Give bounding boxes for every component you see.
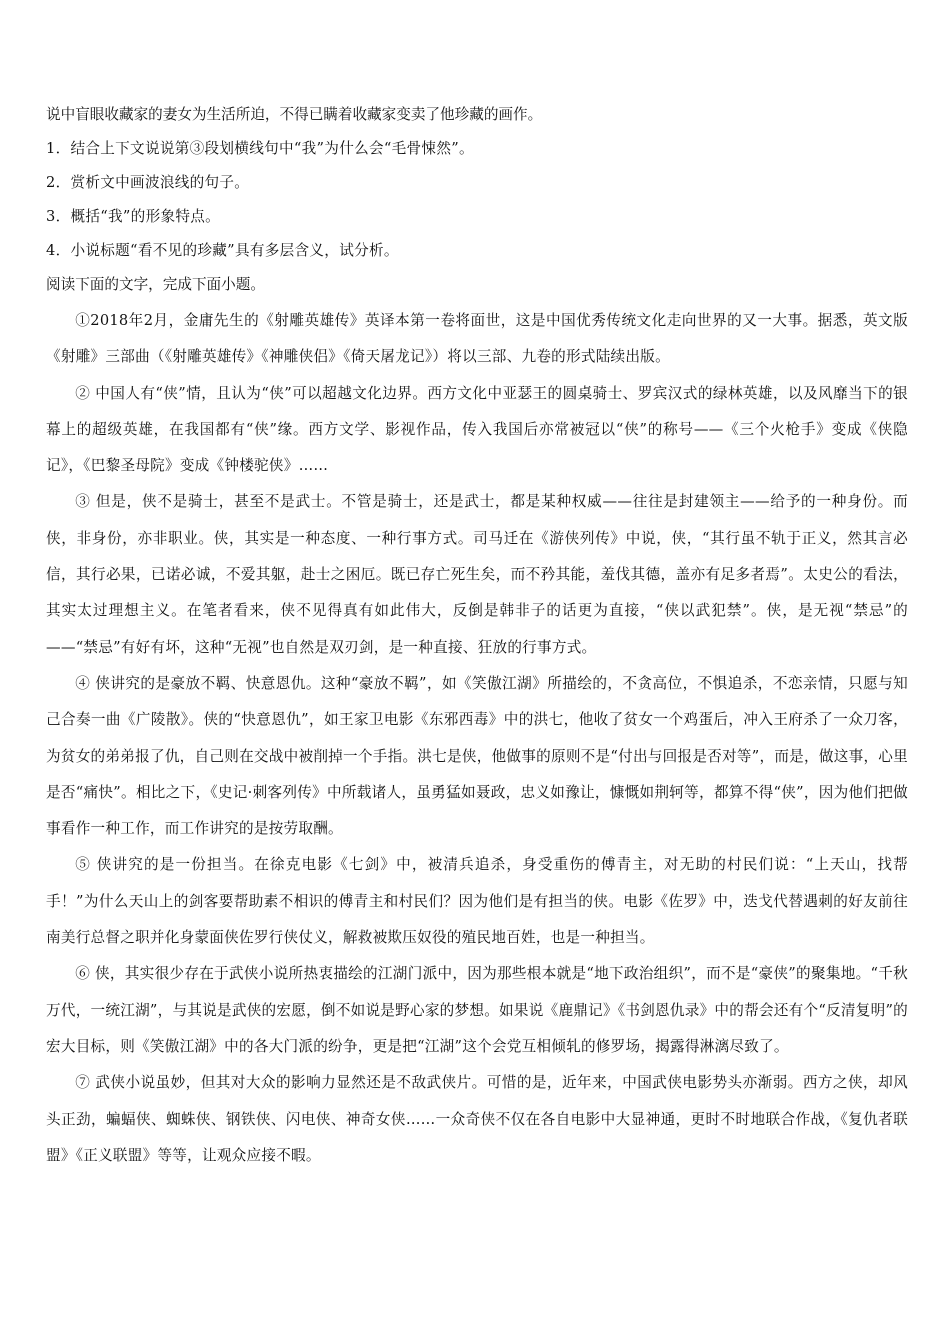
question-4: 4．小说标题“看不见的珍藏”具有多层含义，试分析。 bbox=[46, 242, 399, 259]
question-3: 3．概括“我”的形象特点。 bbox=[46, 208, 221, 225]
previous-passage-ending: 说中盲眼收藏家的妻女为生活所迫，不得已瞒着收藏家变卖了他珍藏的画作。 bbox=[46, 106, 543, 123]
document-page bbox=[46, 98, 908, 1174]
article-paragraph-5: ⑤ 侠讲究的是一份担当。在徐克电影《七剑》中，被清兵追杀，身受重伤的傅青主，对无助的村民们说：“上天山，找帮手！”为什么天山上的剑客要帮助素不相识的傅青主和村民们？因为他们是有担当的侠。电影《佐罗》中，迭戈代替遇刺的好友前往南美行总督之职并化身蒙面侠佐罗行侠仗义，解救被欺压奴役的殖民地百姓，也是一种担当。 bbox=[46, 856, 908, 947]
article-paragraph-7: ⑦ 武侠小说虽妙，但其对大众的影响力显然还是不敌武侠片。可惜的是，近年来，中国武侠电影势头亦渐弱。西方之侠，却风头正劲，蝙蝠侠、蜘蛛侠、钢铁侠、闪电侠、神奇女侠……一众奇侠不仅在各自电影中大显神通，更时不时地联合作战，《复仇者联盟》《正义联盟》等等，让观众应接不暇。 bbox=[46, 1074, 908, 1164]
article-paragraph-2: ② 中国人有“侠”情，且认为“侠”可以超越文化边界。西方文化中亚瑟王的圆桌骑士、罗宾汉式的绿林英雄，以及风靡当下的银幕上的超级英雄，在我国都有“侠”缘。西方文学、影视作品，传入我国后亦常被冠以“侠”的称号——《三个火枪手》变成《侠隐记》，《巴黎圣母院》变成《钟楼驼侠》…… bbox=[46, 384, 908, 475]
article-body bbox=[46, 303, 908, 1174]
reading-instruction: 阅读下面的文字，完成下面小题。 bbox=[46, 276, 265, 293]
article-paragraph-6: ⑥ 侠，其实很少存在于武侠小说所热衷描绘的江湖门派中，因为那些根本就是“地下政治组织”，而不是“豪侠”的聚集地。“千秋万代，一统江湖”，与其说是武侠的宏愿，倒不如说是野心家的梦想。如果说《鹿鼎记》《书剑恩仇录》中的帮会还有个“反清复明”的宏大目标，则《笑傲江湖》中的各大门派的纷争，更是把“江湖”这个会党互相倾轧的修罗场，揭露得淋漓尽致了。 bbox=[46, 965, 908, 1055]
article-paragraph-4: ④ 侠讲究的是豪放不羁、快意恩仇。这种“豪放不羁”，如《笑傲江湖》所描绘的，不贪高位，不惧追杀，不恋亲情，只愿与知己合奏一曲《广陵散》。侠的“快意恩仇”，如王家卫电影《东邪西毒》中的洪七，他收了贫女一个鸡蛋后，冲入王府杀了一众刀客，为贫女的弟弟报了仇，自己则在交战中被削掉一个手指。洪七是侠，他做事的原则不是“付出与回报是否对等”，而是，做这事，心里是否“痛快”。相比之下，《史记·刺客列传》中所载诸人，虽勇猛如聂政，忠义如豫让，慷慨如荆轲等，都算不得“侠”，因为他们把做事看作一种工作，而工作讲究的是按劳取酬。 bbox=[46, 674, 908, 838]
question-1: 1．结合上下文说说第③段划横线句中“我”为什么会“毛骨悚然”。 bbox=[46, 140, 474, 157]
article-paragraph-1: ①2018年2月，金庸先生的《射雕英雄传》英译本第一卷将面世，这是中国优秀传统文化走向世界的又一大事。据悉，英文版《射雕》三部曲（《射雕英雄传》《神雕侠侣》《倚天屠龙记》）将以三部、九卷的形式陆续出版。 bbox=[46, 312, 908, 366]
article-paragraph-3: ③ 但是，侠不是骑士，甚至不是武士。不管是骑士，还是武士，都是某种权威——往往是封建领主——给予的一种身份。而侠，非身份，亦非职业。侠，其实是一种态度、一种行事方式。司马迁在《游侠列传》中说，侠，“其行虽不轨于正义，然其言必信，其行必果，已诺必诚，不爱其躯，赴士之困厄。既已存亡死生矣，而不矜其能，羞伐其德，盖亦有足多者焉”。太史公的看法，其实太过理想主义。在笔者看来，侠不见得真有如此伟大，反倒是韩非子的话更为直接，“侠以武犯禁”。侠，是无视“禁忌”的——“禁忌”有好有坏，这种“无视”也自然是双刃剑，是一种直接、狂放的行事方式。 bbox=[46, 493, 908, 656]
question-2: 2．赏析文中画波浪线的句子。 bbox=[46, 174, 250, 191]
